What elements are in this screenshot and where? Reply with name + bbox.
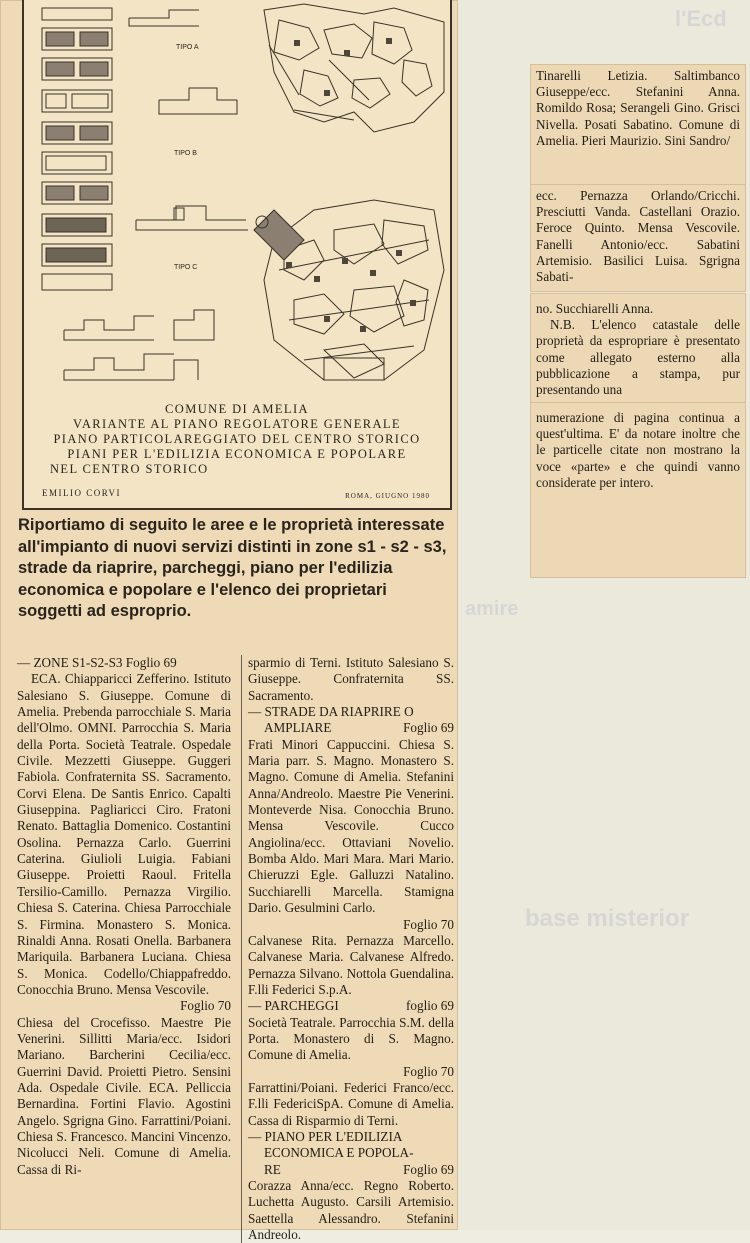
tipo-a-label: TIPO A — [176, 44, 199, 51]
foglio-label: Foglio 70 — [180, 998, 231, 1014]
architectural-figure — [22, 0, 452, 510]
section-heading-piano-2: ECONOMICA E POPOLA- — [264, 1145, 414, 1161]
side-text: numerazione di pagina continua a quest'ultima. E' da notare inoltre che le particelle citate non mostrano la voce «parte» e che quindi vanno considerate per intero. — [536, 410, 740, 490]
strade-owners-foglio70: Calvanese Rita. Pernazza Marcello. Calvanese Maria. Calvanese Alfredo. Pernazza Silvano. Nottola Guendalina. F.lli Federici S.p.A. — [248, 932, 454, 997]
ghost-text-bottom: base misterior — [525, 905, 690, 932]
zone-owners-continued: sparmio di Terni. Istituto Salesiano S. Giuseppe. Confraternita SS. Sacramento. — [248, 655, 454, 703]
foglio-label: Foglio 69 — [403, 720, 454, 736]
column-1 — [17, 655, 231, 1178]
figure-author: EMILIO CORVI — [42, 488, 122, 498]
section-heading-piano-3 — [248, 1162, 454, 1178]
caption-line: PIANI PER L'EDILIZIA ECONOMICA E POPOLARE — [67, 447, 407, 461]
caption-line: NEL CENTRO STORICO — [50, 462, 209, 476]
parcheggi-owners-foglio70: Farrattini/Poiani. Federici Franco/ecc. F.lli FedericiSpA. Comune di Amelia. Cassa di Risparmio di Terni. — [248, 1079, 454, 1128]
section-heading-parcheggi — [248, 998, 454, 1014]
side-clipping-4 — [530, 402, 746, 578]
parcheggi-owners-foglio69: Società Teatrale. Parrocchia S.M. della Porta. Monastero di S. Magno. Comune di Amelia. — [248, 1014, 454, 1063]
side-clipping-1 — [530, 64, 746, 192]
zone-owners-foglio70: Chiesa del Crocefisso. Maestre Pie Venerini. Sillitti Maria/ecc. Isidori Mariano. Barcherini Cecilia/ecc. Guerrini David. Proietti Pietro. Sensini Ada. Ospedale Civile. ECA. Pelliccia Bernardina. Fortini Flavio. Agostini Angelo. Sgrigna Gino. Farrattini/Poiani. Chiesa S. Francesco. Mancini Vincenzo. Nicolucci Neli. Comune di Amelia. Cassa di Ri- — [17, 1014, 231, 1177]
piano-owners-foglio69: Corazza Anna/ecc. Regno Roberto. Luchetta Augusto. Carsili Artemisio. Saettella Alessandro. Stefanini Andreolo. — [248, 1178, 454, 1243]
side-text: ecc. Pernazza Orlando/Cricchi. Presciutti Vanda. Castellani Orazio. Feroce Quinto. Mensa Vescovile. Fanelli Antonio/ecc. Sabatini Artemisio. Basilici Luisa. Sgrigna Sabati- — [536, 188, 740, 285]
heading-text: AMPLIARE — [264, 720, 332, 736]
article-headline: Riportiamo di seguito le aree e le proprietà interessate all'impianto di nuovi servizi distinti in zone s1 - s2 - s3, strade da riaprire, parcheggi, piano per l'edilizia economica e popolare e l'elenco dei proprietari soggetti ad esproprio. — [18, 516, 447, 620]
ghost-text-mid: amire — [465, 598, 519, 620]
side-text: no. Succhiarelli Anna. — [536, 301, 654, 316]
heading-text: — PARCHEGGI — [248, 998, 339, 1014]
caption-line: COMUNE DI AMELIA — [165, 402, 309, 416]
plan-drawings — [24, 0, 450, 395]
ghost-text-top: l'Ecd — [675, 6, 727, 31]
section-heading-strade: — STRADE DA RIAPRIRE O — [248, 704, 414, 720]
zone-owners-foglio69: ECA. Chiapparicci Zefferino. Istituto Salesiano S. Giuseppe. Comune di Amelia. Prebenda parrocchiale S. Maria dell'Olmo. OMNI. Parrocchia S. Maria della Porta. Società Teatrale. Ospedale Civile. Mezzetti Giuseppe. Guggeri Fabiola. Confraternita SS. Sacramento. Corvi Elena. De Santis Enrico. Capalti Giuseppina. Pagliaricci Ciro. Fratoni Renato. Battaglia Domenico. Costantini Osolina. Pernazza Carlo. Guerrini Caterina. Giulioli Luigia. Fabiani Giuseppe. Proietti Raoul. Fritella Tersilio-Camillo. Pernazza Virgilio. Chiesa S. Caterina. Chiesa Parrocchiale S. Firmina. Monastero S. Monica. Rinaldi Anna. Rosati Onella. Barbanera Mariquila. Barbanera Luciana. Chiesa S. Monica. Codello/Chiappafreddo. Conocchia Bruno. Mensa Vescovile. — [17, 671, 231, 997]
heading-text: RE — [264, 1161, 281, 1177]
foglio-label: Foglio 70 — [403, 916, 454, 932]
side-clipping-2 — [530, 184, 746, 292]
caption-line: PIANO PARTICOLAREGGIATO DEL CENTRO STORICO — [53, 432, 421, 446]
foglio-label: foglio 69 — [406, 998, 454, 1014]
section-heading-piano: — PIANO PER L'EDILIZIA — [248, 1128, 403, 1144]
foglio-label: Foglio 70 — [403, 1063, 454, 1079]
caption-line: VARIANTE AL PIANO REGOLATORE GENERALE — [73, 417, 401, 431]
side-clipping-3 — [530, 293, 746, 403]
tipo-c-label: TIPO C — [174, 264, 198, 271]
figure-caption — [24, 402, 450, 477]
section-heading-zone: — ZONE S1-S2-S3 Foglio 69 — [17, 655, 177, 670]
side-note: N.B. L'elenco catastale delle proprietà da espropriare è presentato come allegato esterno alla pubblicazione a stampa, pur presentando una — [536, 317, 740, 398]
column-2 — [241, 655, 454, 1243]
side-text: Tinarelli Letizia. Saltimbanco Giuseppe/ecc. Stefanini Anna. Romildo Rosa; Serangeli Gino. Grisci Nivella. Posati Sabatino. Comune di Amelia. Pieri Maurizio. Sini Sandro/ — [536, 68, 740, 148]
section-heading-strade-2 — [248, 720, 454, 736]
foglio-label: Foglio 69 — [403, 1161, 454, 1177]
figure-date: ROMA, GIUGNO 1980 — [345, 492, 430, 500]
strade-owners-foglio69: Frati Minori Cappuccini. Chiesa S. Maria parr. S. Magno. Monastero S. Magno. Comune di Amelia. Stefanini Anna/Andreolo. Maestre Pie Venerini. Monteverde Nisa. Conocchia Bruno. Mensa Vescovile. Cucco Angiolina/ecc. Ottaviani Novelio. Bomba Aldo. Mari Mara. Mari Mario. Chieruzzi Egle. Galluzzi Natalino. Succhiarelli Marcella. Stamigna Dario. Gesulmini Carlo. — [248, 736, 454, 916]
tipo-b-label: TIPO B — [174, 150, 197, 157]
